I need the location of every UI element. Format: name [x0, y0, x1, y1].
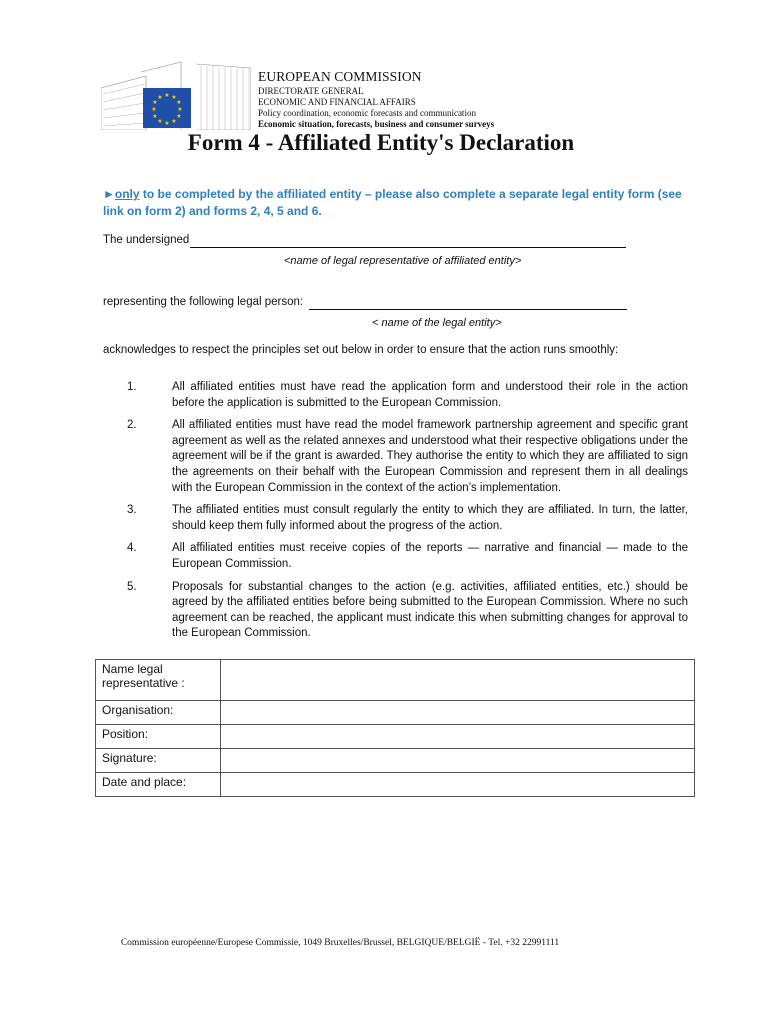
svg-text:★: ★ — [152, 99, 158, 106]
undersigned-label: The undersigned — [103, 234, 190, 246]
org-line-directorate: DIRECTORATE GENERAL — [258, 86, 364, 96]
table-row — [96, 701, 695, 725]
list-item — [103, 541, 688, 572]
list-item — [103, 503, 688, 534]
item-text: All affiliated entities must receive copies of the reports — narrative and financial — made to the European Commission. — [172, 542, 688, 570]
page-footer: Commission européenne/Europese Commissie, 1049 Bruxelles/Brussel, BELGIQUE/BELGIË - Tel. +32 22991111 — [120, 938, 560, 948]
note-emphasis: only — [114, 187, 140, 201]
list-item — [103, 418, 688, 496]
svg-text:★: ★ — [157, 118, 163, 125]
svg-text:★: ★ — [164, 120, 170, 127]
item-text: The affiliated entities must consult regularly the entity to which they are affiliated. In turn, the latter, should keep them fully informed about the progress of the action. — [172, 504, 688, 532]
list-item — [103, 380, 688, 411]
note-text: to be completed by the affiliated entity – please also complete a separate legal entity form (see link on form 2) and forms 2, 4, 5 and 6. — [103, 187, 682, 218]
eu-flag-building-logo-icon — [101, 58, 251, 130]
item-number: 2. — [127, 419, 137, 432]
svg-text:★: ★ — [177, 106, 183, 113]
item-number: 4. — [127, 542, 137, 555]
name-legal-representative-field[interactable] — [221, 660, 695, 701]
position-label: Position: — [96, 725, 221, 749]
signature-table — [95, 659, 695, 797]
item-number: 3. — [127, 504, 137, 517]
date-and-place-label: Date and place: — [96, 773, 221, 797]
arrow-right-icon: ► — [103, 187, 115, 201]
svg-text:★: ★ — [176, 113, 182, 120]
item-text: All affiliated entities must have read the application form and understood their role in the action before the application is submitted to the European Commission. — [172, 381, 688, 409]
svg-text:★: ★ — [176, 99, 182, 106]
signature-field[interactable] — [221, 749, 695, 773]
org-name: EUROPEAN COMMISSION — [258, 69, 422, 84]
organisation-field[interactable] — [221, 701, 695, 725]
date-and-place-field[interactable] — [221, 773, 695, 797]
table-row — [96, 660, 695, 701]
organisation-label: Organisation: — [96, 701, 221, 725]
list-item — [103, 580, 688, 642]
undersigned-hint: <name of legal representative of affiliated entity> — [284, 255, 522, 267]
undersigned-input-line[interactable] — [190, 247, 626, 248]
svg-text:★: ★ — [164, 92, 170, 99]
item-number: 5. — [127, 580, 137, 593]
representing-row — [103, 296, 303, 308]
svg-text:★: ★ — [152, 113, 158, 120]
svg-text:★: ★ — [171, 118, 177, 125]
representing-label: representing the following legal person: — [103, 296, 304, 308]
table-row — [96, 725, 695, 749]
name-legal-representative-label: Name legal representative : — [96, 660, 221, 701]
table-row — [96, 749, 695, 773]
item-number: 1. — [127, 381, 137, 393]
svg-text:★: ★ — [151, 106, 157, 113]
legal-entity-input-line[interactable] — [309, 309, 627, 310]
item-text: All affiliated entities must have read the model framework partnership agreement and specific grant agreement as well as the related annexes and understood what their respective obligations under the agreement will be if the grant is awarded. They authorise the entity to which they are affiliated to sign the agreements on their behalf with the European Commission and represent them in all dealings with the European Commission in the context of the action’s implementation. — [172, 419, 688, 494]
acknowledges-text: acknowledges to respect the principles set out below in order to ensure that the action runs smoothly: — [103, 344, 619, 356]
svg-text:★: ★ — [171, 94, 177, 101]
org-line-unit: Policy coordination, economic forecasts and communication — [258, 108, 476, 118]
position-field[interactable] — [221, 725, 695, 749]
table-row — [96, 773, 695, 797]
european-commission-logo — [101, 58, 251, 130]
item-text: Proposals for substantial changes to the action (e.g. activities, affiliated entities, etc.) should be agreed by the affiliated entities before being submitted to the European Commission. Where no such agreement can be reached, the applicant must indicate this when submitting changes for approval to the European Commission. — [172, 580, 688, 640]
signature-label: Signature: — [96, 749, 221, 773]
undersigned-row — [103, 234, 189, 246]
org-line-subunit: Economic situation, forecasts, business and consumer surveys — [258, 119, 495, 129]
representing-hint: < name of the legal entity> — [372, 317, 502, 329]
svg-text:★: ★ — [157, 94, 163, 101]
page-title: Form 4 - Affiliated Entity's Declaration — [187, 130, 575, 155]
principles-list — [103, 380, 688, 649]
org-line-department: ECONOMIC AND FINANCIAL AFFAIRS — [258, 97, 416, 107]
instruction-note — [103, 186, 693, 220]
